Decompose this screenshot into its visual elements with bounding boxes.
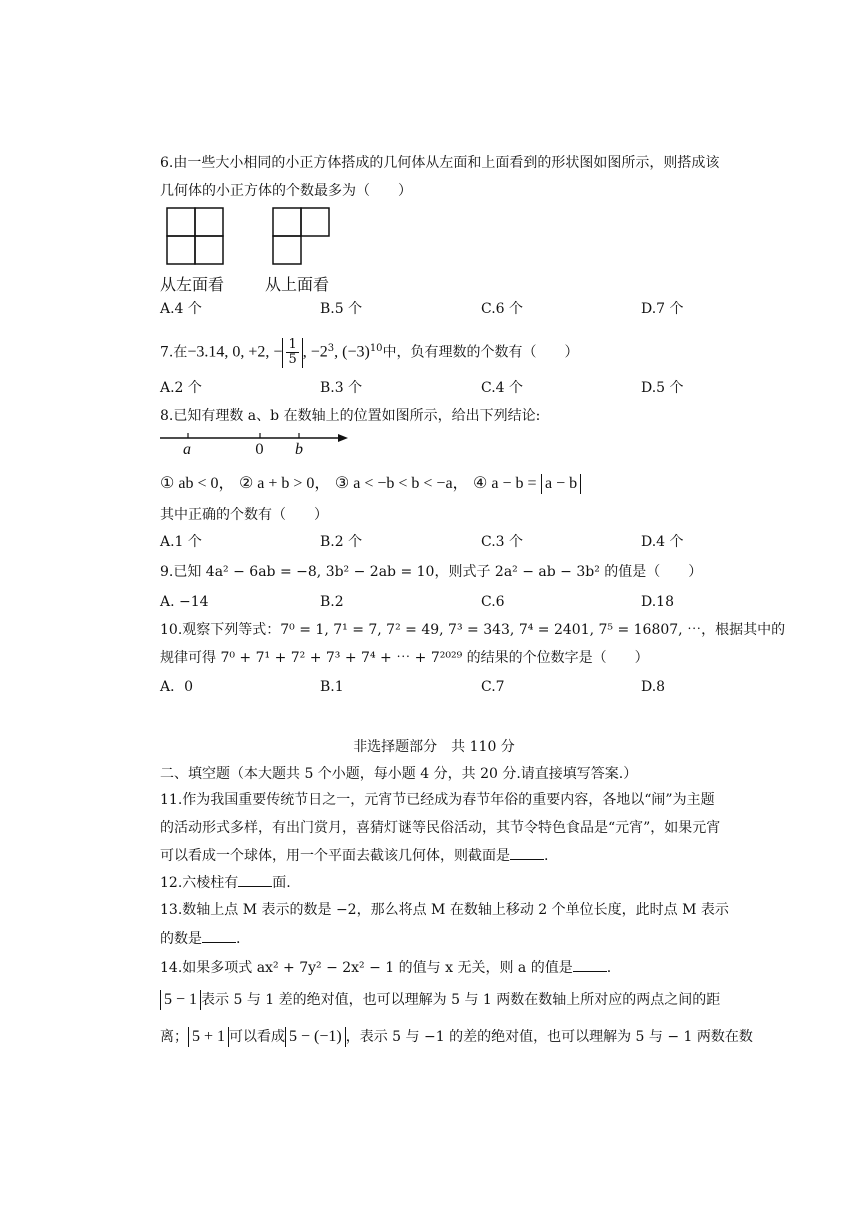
section-heading: 二、填空题（本大题共 5 个小题，每小题 4 分，共 20 分.请直接填写答案.） — [160, 766, 638, 782]
q7-stem: 7.在−3.14, 0, +2, − $\frac{1}{5}$ , $-2^3$, $(-3)^{10}$中，负有理数的个数有（ ） — [160, 337, 579, 368]
q9-option-a: A. −14 — [160, 594, 209, 610]
q6-stem-line1: 6.由一些大小相同的小正方体搭成的几何体从左面和上面看到的形状图如图所示，则搭成该 — [160, 155, 720, 171]
q13-line1: 13.数轴上点 M 表示的数是 −2，那么将点 M 在数轴上移动 2 个单位长度，此时点 M 表示 — [160, 902, 729, 918]
q10-stem-line1: 10.观察下列等式：7⁰ = 1, 7¹ = 7, 7² = 49, 7³ = 343, 7⁴ = 2401, 7⁵ = 16807, ⋯，根据其中的 — [160, 622, 786, 638]
q8-stem: 8.已知有理数 a、b 在数轴上的位置如图所示，给出下列结论: — [160, 408, 541, 424]
q9-stem: 9.已知 4a² − 6ab = −8, 3b² − 2ab = 10，则式子 2a² − ab − 3b² 的值是（ ） — [160, 564, 703, 580]
q15-line1: 5 − 1 表示 5 与 1 差的绝对值，也可以理解为 5 与 1 两数在数轴上所对应的两点之间的距 — [160, 990, 720, 1010]
q13-answer-blank[interactable] — [202, 928, 236, 943]
q12-stem: 12.六棱柱有 面. — [160, 872, 291, 893]
q12-answer-blank[interactable] — [238, 872, 272, 887]
top-view-figure — [272, 207, 330, 265]
q15-line2: 离； 5 + 1 可以看成 5 − (−1) ，表示 5 与 −1 的差的绝对值，也可以理解为 5 与 − 1 两数在数 — [160, 1028, 753, 1045]
q11-line2: 的活动形式多样，有出门赏月，喜猜灯谜等民俗活动，其节令特色食品是“元宵”，如果元宵 — [160, 820, 721, 836]
q11-answer-blank[interactable] — [510, 845, 544, 860]
caption-top-view: 从上面看 — [265, 275, 330, 294]
q8-option-b: B.2 个 — [320, 534, 363, 550]
q6-stem-line2: 几何体的小正方体的个数最多为（ ） — [160, 183, 412, 199]
q14-stem: 14.如果多项式 ax² + 7y² − 2x² − 1 的值与 x 无关，则 a 的值是 . — [160, 957, 611, 978]
q10-option-d: D.8 — [641, 679, 666, 695]
caption-left-view: 从左面看 — [160, 275, 225, 294]
q8-option-c: C.3 个 — [481, 534, 524, 550]
number-line-label-b: b — [295, 441, 303, 458]
q6-option-a: A.4 个 — [160, 301, 202, 317]
number-line-label-0: 0 — [255, 442, 264, 458]
q6-option-d: D.7 个 — [641, 301, 684, 317]
q7-option-c: C.4 个 — [481, 380, 524, 396]
q10-option-b: B.1 — [320, 679, 344, 695]
q8-followup: 其中正确的个数有（ ） — [160, 507, 328, 523]
q11-line3: 可以看成一个球体，用一个平面去截该几何体，则截面是 . — [160, 845, 548, 866]
number-line-label-a: a — [183, 441, 191, 458]
section-title: 非选择题部分 共 110 分 — [353, 739, 515, 755]
q9-option-c: C.6 — [481, 594, 505, 610]
q7-option-a: A.2 个 — [160, 380, 202, 396]
q7-option-d: D.5 个 — [641, 380, 684, 396]
q10-option-a: A．0 — [160, 679, 194, 695]
q11-line1: 11.作为我国重要传统节日之一，元宵节已经成为春节年俗的重要内容，各地以“闹”为主题 — [160, 792, 715, 808]
q9-option-d: D.18 — [641, 594, 674, 610]
q6-option-b: B.5 个 — [320, 301, 363, 317]
q8-option-a: A.1 个 — [160, 534, 202, 550]
q6-option-c: C.6 个 — [481, 301, 524, 317]
q14-answer-blank[interactable] — [573, 957, 607, 972]
left-view-figure — [166, 207, 224, 265]
q8-option-d: D.4 个 — [641, 534, 684, 550]
q8-conclusions: ① ab < 0， ② a + b > 0， ③ a < −b < b < −a， ④ a − b = a − b — [160, 474, 581, 494]
q13-line2: 的数是 . — [160, 928, 240, 949]
q9-option-b: B.2 — [320, 594, 344, 610]
q7-option-b: B.3 个 — [320, 380, 363, 396]
q10-stem-line2: 规律可得 7⁰ + 7¹ + 7² + 7³ + 7⁴ + ⋯ + 7²⁰²⁹ 的结果的个位数字是（ ） — [160, 650, 649, 666]
q10-option-c: C.7 — [481, 679, 505, 695]
